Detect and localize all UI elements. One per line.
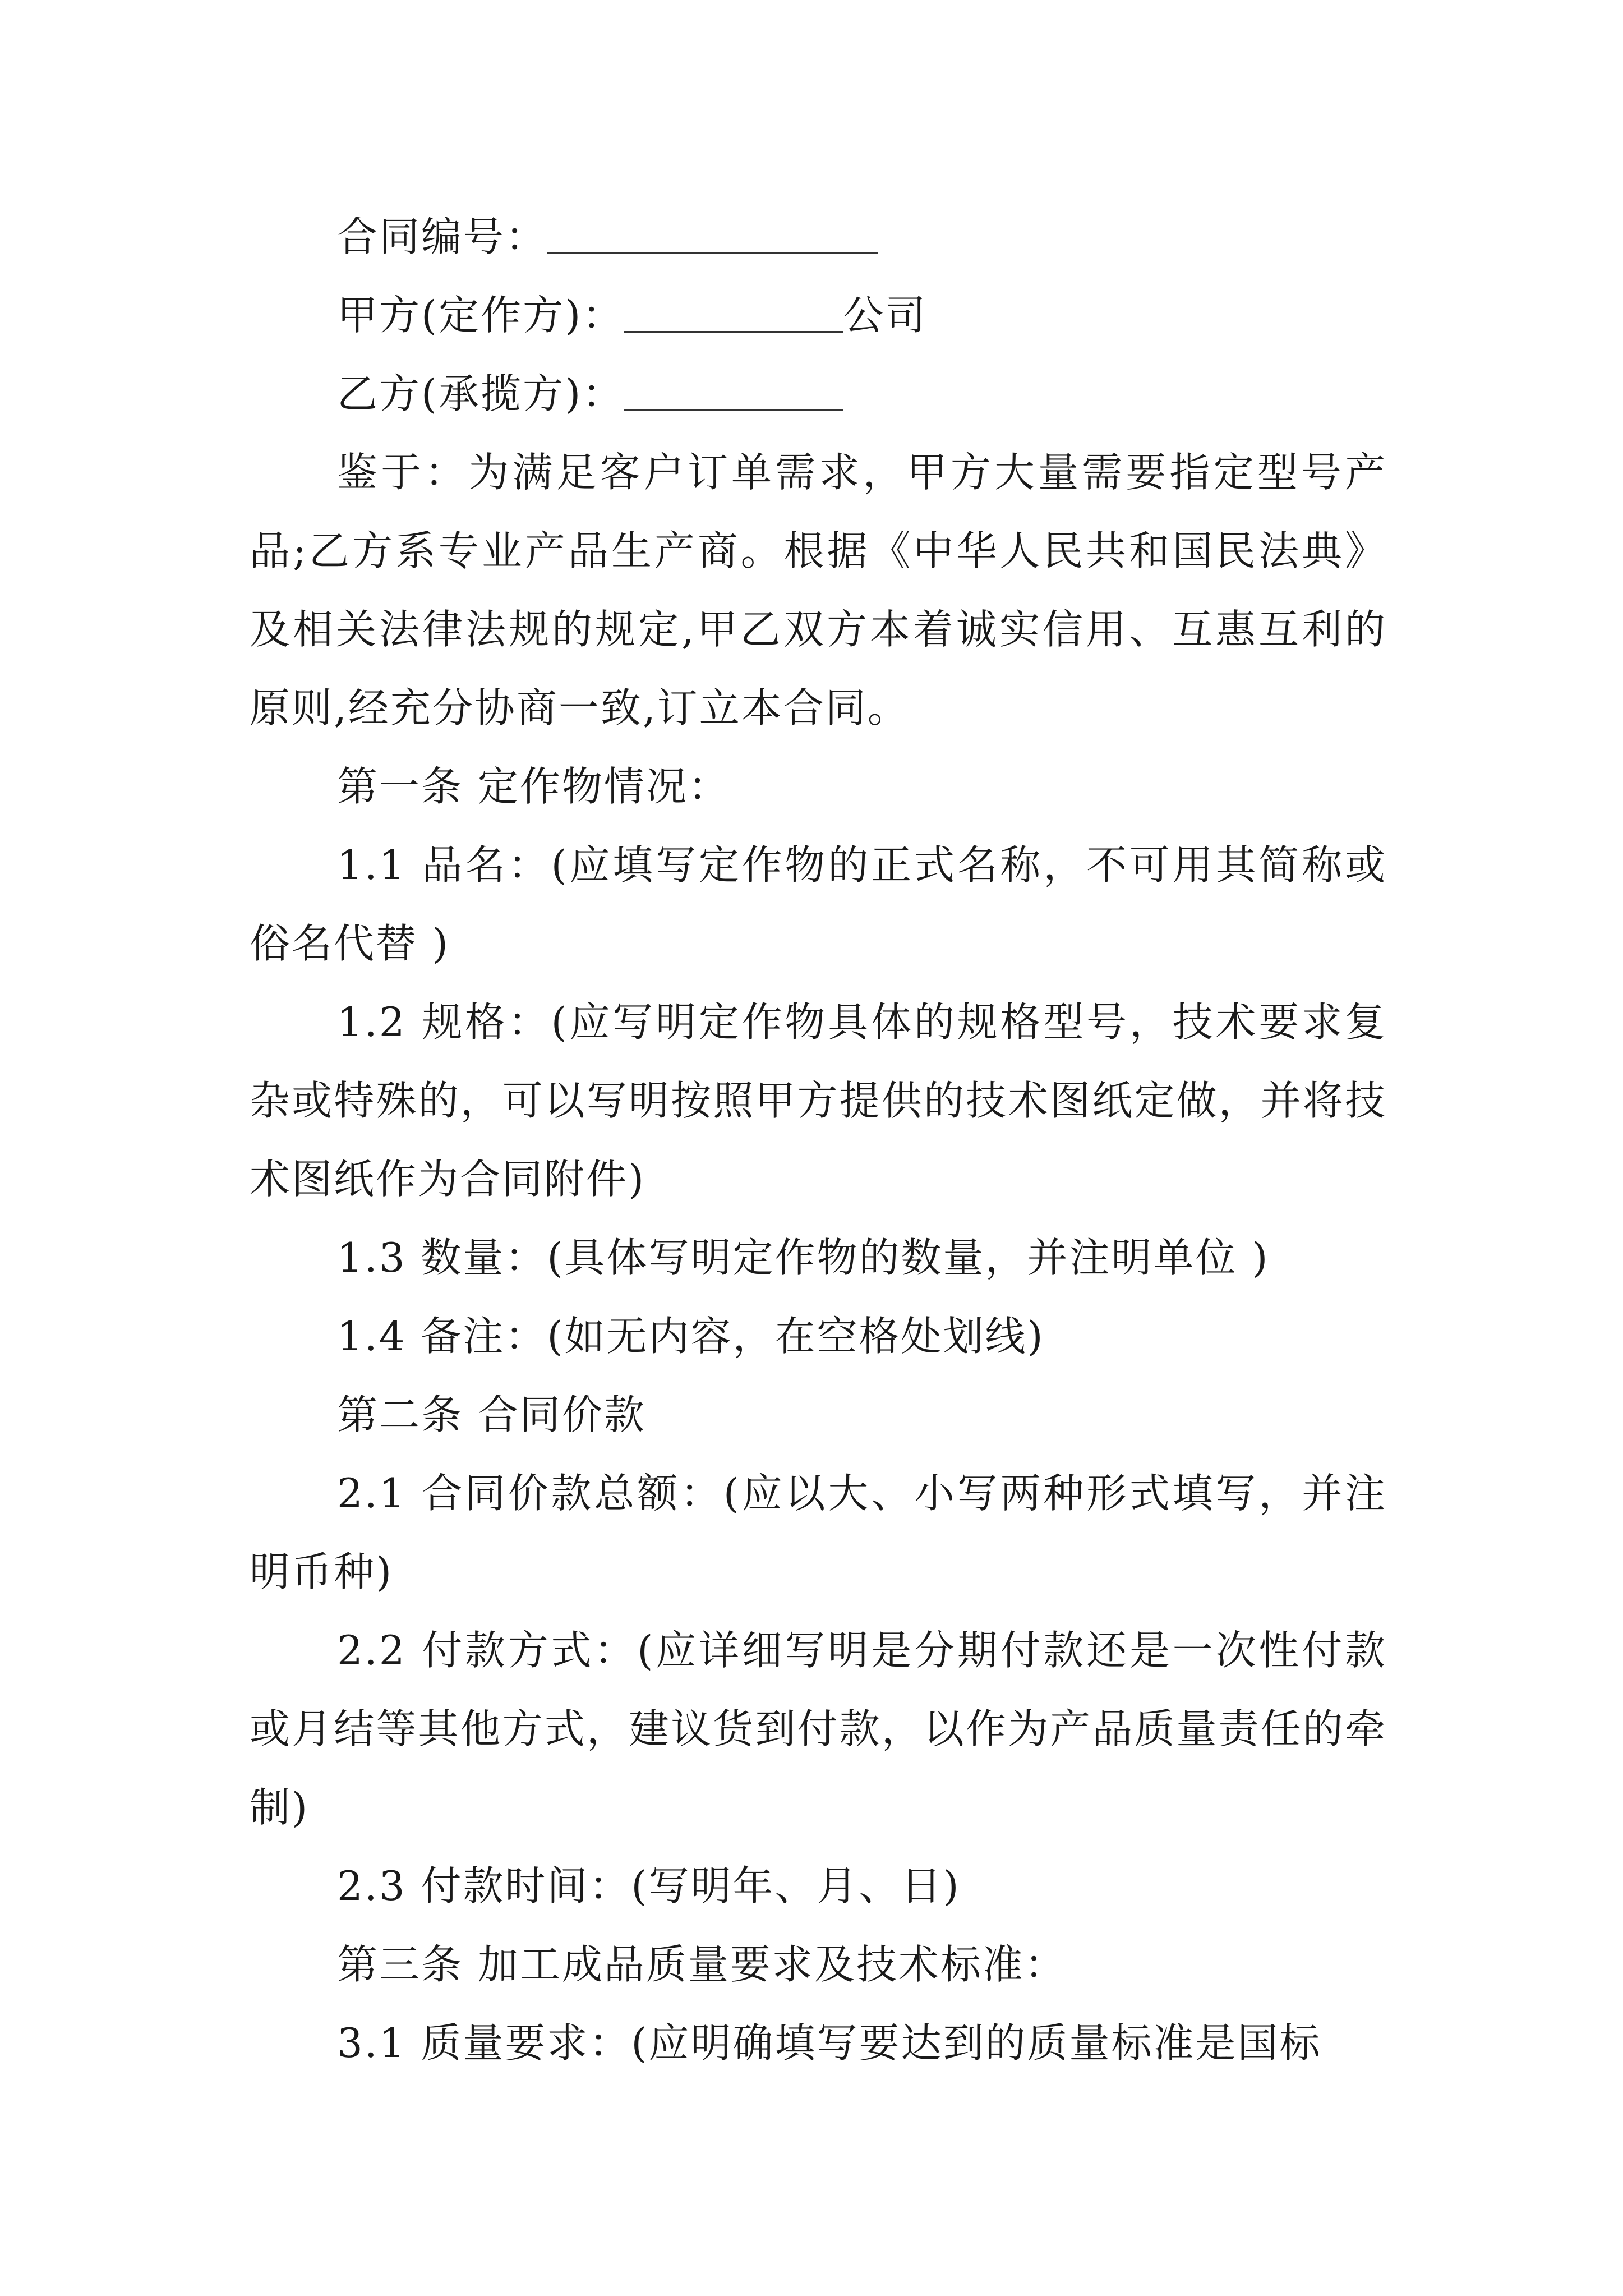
party-b-blank[interactable] <box>624 362 843 411</box>
item-1-4: 1.4 备注：(如无内容，在空格处划线) <box>337 1313 1045 1360</box>
article-3-title: 第三条 加工成品质量要求及技术标准： <box>337 1941 1067 1988</box>
party-b-label: 乙方(承揽方)： <box>337 370 625 417</box>
party-b-line <box>250 355 1387 433</box>
party-a-suffix: 公司 <box>843 292 928 339</box>
item-1-1: 1.1 品名：(应填写定作物的正式名称，不可用其简称或俗名代替 ) <box>250 841 1387 967</box>
party-a-label: 甲方(定作方)： <box>337 292 625 339</box>
contract-body <box>250 197 1387 2082</box>
contract-number-line <box>250 197 1387 276</box>
article-1-title: 第一条 定作物情况： <box>337 763 730 810</box>
item-2-3: 2.3 付款时间：(写明年、月、日) <box>337 1862 961 1910</box>
party-a-blank[interactable] <box>624 284 843 333</box>
party-a-line <box>250 276 1387 355</box>
item-1-2: 1.2 规格：(应写明定作物具体的规格型号，技术要求复杂或特殊的，可以写明按照甲方提供的技术图纸定做，并将技术图纸作为合同附件) <box>250 999 1387 1203</box>
item-1-3: 1.3 数量：(具体写明定作物的数量，并注明单位 ) <box>337 1234 1270 1281</box>
item-3-1: 3.1 质量要求：(应明确填写要达到的质量标准是国标 <box>337 2019 1322 2067</box>
article-2-title: 第二条 合同价款 <box>337 1391 646 1438</box>
contract-number-label: 合同编号： <box>337 213 548 260</box>
item-2-1: 2.1 合同价款总额：(应以大、小写两种形式填写，并注明币种) <box>250 1470 1387 1595</box>
item-2-2: 2.2 付款方式：(应详细写明是分期付款还是一次性付款或月结等其他方式，建议货到付款，以作为产品质量责任的牵制) <box>250 1627 1387 1831</box>
preamble-paragraph: 鉴于：为满足客户订单需求，甲方大量需要指定型号产品;乙方系专业产品生产商。根据《中华人民共和国民法典》及相关法律法规的规定,甲乙双方本着诚实信用、互惠互利的原则,经充分协商一致,订立本合同。 <box>250 449 1387 731</box>
contract-number-blank[interactable] <box>547 205 878 254</box>
